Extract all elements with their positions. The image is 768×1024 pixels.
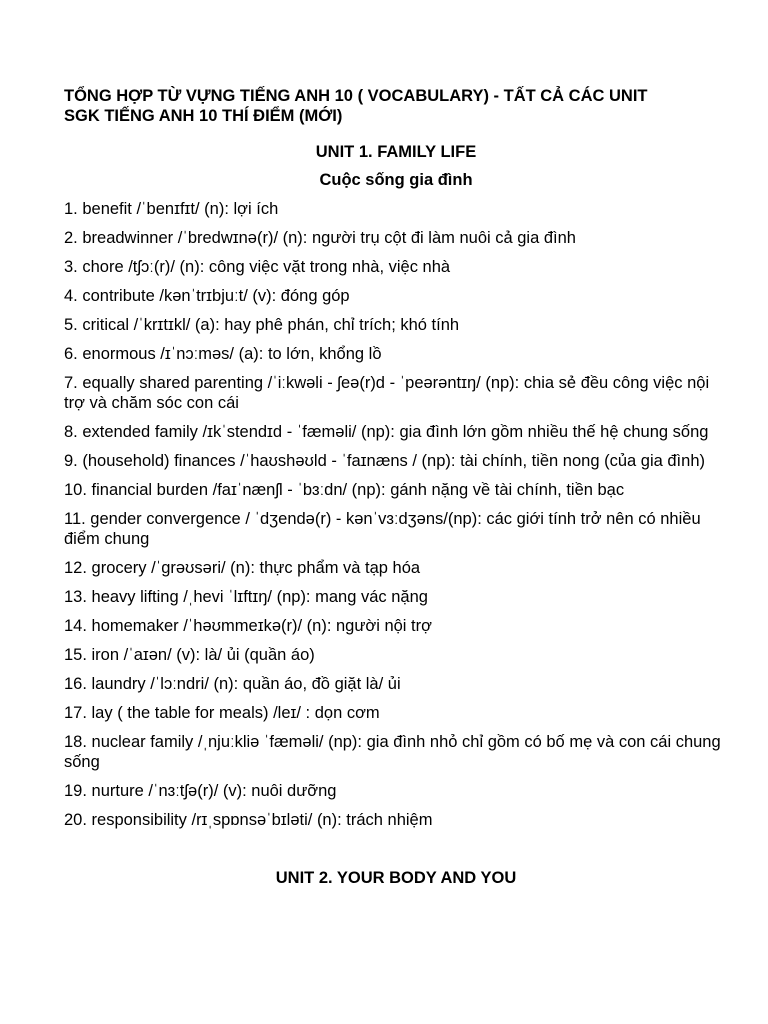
document-title-line-2: SGK TIẾNG ANH 10 THÍ ĐIỂM (MỚI) [64, 107, 343, 125]
vocab-item-18: 18. nuclear family /ˌnjuːkliə ˈfæməli/ (np): gia đình nhỏ chỉ gồm có bố mẹ và con cái chung sống [64, 733, 721, 771]
vocab-item-4: 4. contribute /kənˈtrɪbjuːt/ (v): đóng góp [64, 287, 350, 305]
vocab-item-8: 8. extended family /ɪkˈstendɪd - ˈfæməli/ (np): gia đình lớn gồm nhiều thế hệ chung sống [64, 423, 709, 441]
unit-1-subheading: Cuộc sống gia đình [319, 171, 473, 189]
vocab-item-9: 9. (household) finances /ˈhaʊshəʊld - ˈfaɪnæns / (np): tài chính, tiền nong (của gia đình) [64, 452, 705, 470]
vocab-item-10: 10. financial burden /faɪˈnænʃl - ˈbɜːdn/ (np): gánh nặng về tài chính, tiền bạc [64, 481, 625, 499]
vocab-item-19: 19. nurture /ˈnɜːtʃə(r)/ (v): nuôi dưỡng [64, 782, 337, 800]
vocab-item-1: 1. benefit /ˈbenɪfɪt/ (n): lợi ích [64, 200, 279, 218]
vocab-item-12: 12. grocery /ˈɡrəʊsəri/ (n): thực phẩm và tạp hóa [64, 559, 421, 577]
vocab-item-14: 14. homemaker /ˈhəʊmmeɪkə(r)/ (n): người nội trợ [64, 617, 432, 635]
vocab-item-16: 16. laundry /ˈlɔːndri/ (n): quần áo, đồ giặt là/ ủi [64, 675, 401, 693]
vocab-item-6: 6. enormous /ɪˈnɔːməs/ (a): to lớn, khổng lồ [64, 345, 382, 363]
vocab-item-20: 20. responsibility /rɪˌspɒnsəˈbɪləti/ (n): trách nhiệm [64, 811, 433, 829]
vocab-item-3: 3. chore /tʃɔː(r)/ (n): công việc vặt trong nhà, việc nhà [64, 258, 451, 276]
vocab-item-11: 11. gender convergence / ˈdʒendə(r) - kənˈvɜːdʒəns/(np): các giới tính trở nên có nhiều điểm chung [64, 510, 701, 548]
document-title-line-1: TỔNG HỢP TỪ VỰNG TIẾNG ANH 10 ( VOCABULARY) - TẤT CẢ CÁC UNIT [64, 87, 648, 105]
vocab-item-15: 15. iron /ˈaɪən/ (v): là/ ủi (quần áo) [64, 646, 315, 664]
vocab-item-17: 17. lay ( the table for meals) /leɪ/ : dọn cơm [64, 704, 380, 722]
unit-2-heading: UNIT 2. YOUR BODY AND YOU [275, 869, 517, 887]
document-title [64, 86, 728, 126]
vocab-item-5: 5. critical /ˈkrɪtɪkl/ (a): hay phê phán, chỉ trích; khó tính [64, 316, 460, 334]
unit-1-vocabulary-list [64, 199, 728, 830]
vocab-item-7: 7. equally shared parenting /ˈiːkwəli - ʃeə(r)d - ˈpeərəntɪŋ/ (np): chia sẻ đều công việc nội trợ và chăm sóc con cái [64, 374, 710, 412]
vocab-item-2: 2. breadwinner /ˈbredwɪnə(r)/ (n): người trụ cột đi làm nuôi cả gia đình [64, 229, 576, 247]
vocab-item-13: 13. heavy lifting /ˌhevi ˈlɪftɪŋ/ (np): mang vác nặng [64, 588, 428, 606]
unit-1-heading: UNIT 1. FAMILY LIFE [315, 143, 477, 161]
